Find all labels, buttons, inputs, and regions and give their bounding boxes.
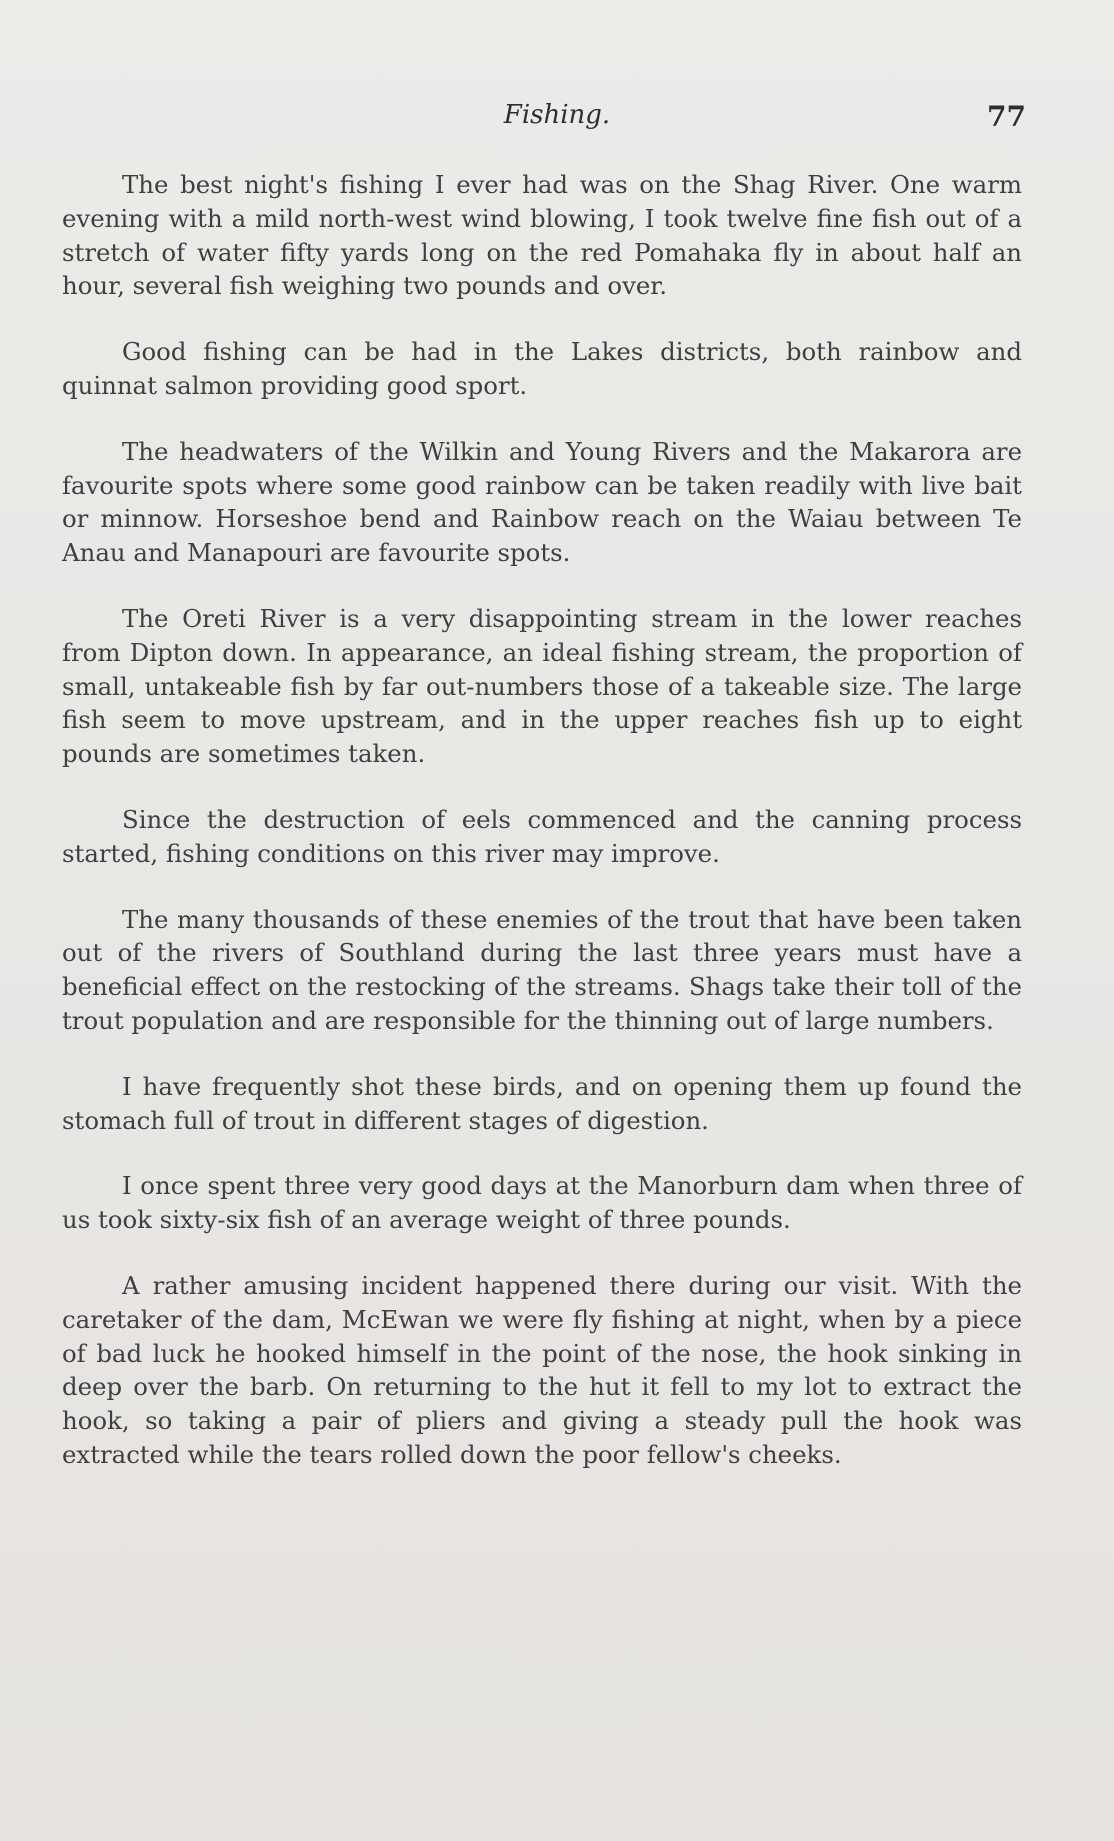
- paragraph: The Oreti River is a very disappointing stream in the lower reaches from Dipton down. In appearance, an ideal fishing stream, the proportion of small, untakeable fish by far out-numbers those of a takeable size. The large fish seem to move upstream, and in the upper reaches fish up to eight pounds are sometimes taken.: [62, 603, 1022, 769]
- page-number: 77: [987, 100, 1026, 133]
- running-head: [0, 100, 1114, 140]
- chapter-title: Fishing.: [503, 100, 611, 130]
- paragraph: The best night's fishing I ever had was on the Shag River. One warm evening with a mild north-west wind blowing, I took twelve fine fish out of a stretch of water fifty yards long on the red Pomahaka fly in about half an hour, several fish weighing two pounds and over.: [62, 170, 1022, 301]
- paragraph: A rather amusing incident happened there during our visit. With the caretaker of the dam, McEwan we were fly fishing at night, when by a piece of bad luck he hooked himself in the point of the nose, the hook sinking in deep over the barb. On returning to the hut it fell to my lot to extract the hook, so taking a pair of pliers and giving a steady pull the hook was extracted while the tears rolled down the poor fellow's cheeks.: [62, 1270, 1022, 1469]
- paragraph: I have frequently shot these birds, and on opening them up found the stomach full of trout in different stages of digestion.: [62, 1071, 1022, 1135]
- paragraph: The many thousands of these enemies of the trout that have been taken out of the rivers of Southland during the last three years must have a beneficial effect on the restocking of the streams. Shags take their toll of the trout population and are responsible for the thinning out of large numbers.: [62, 904, 1022, 1035]
- paragraph: Good fishing can be had in the Lakes districts, both rainbow and quinnat salmon providing good sport.: [62, 337, 1022, 400]
- paragraph: The headwaters of the Wilkin and Young Rivers and the Makarora are favourite spots where some good rainbow can be taken readily with live bait or minnow. Horseshoe bend and Rainbow reach on the Waiau between Te Anau and Manapouri are favourite spots.: [62, 436, 1022, 568]
- paragraph: Since the destruction of eels commenced and the canning process started, fishing conditions on this river may improve.: [62, 804, 1022, 868]
- paragraph: I once spent three very good days at the Manorburn dam when three of us took sixty-six fish of an average weight of three pounds.: [62, 1171, 1022, 1235]
- body-text: [62, 168, 1022, 1504]
